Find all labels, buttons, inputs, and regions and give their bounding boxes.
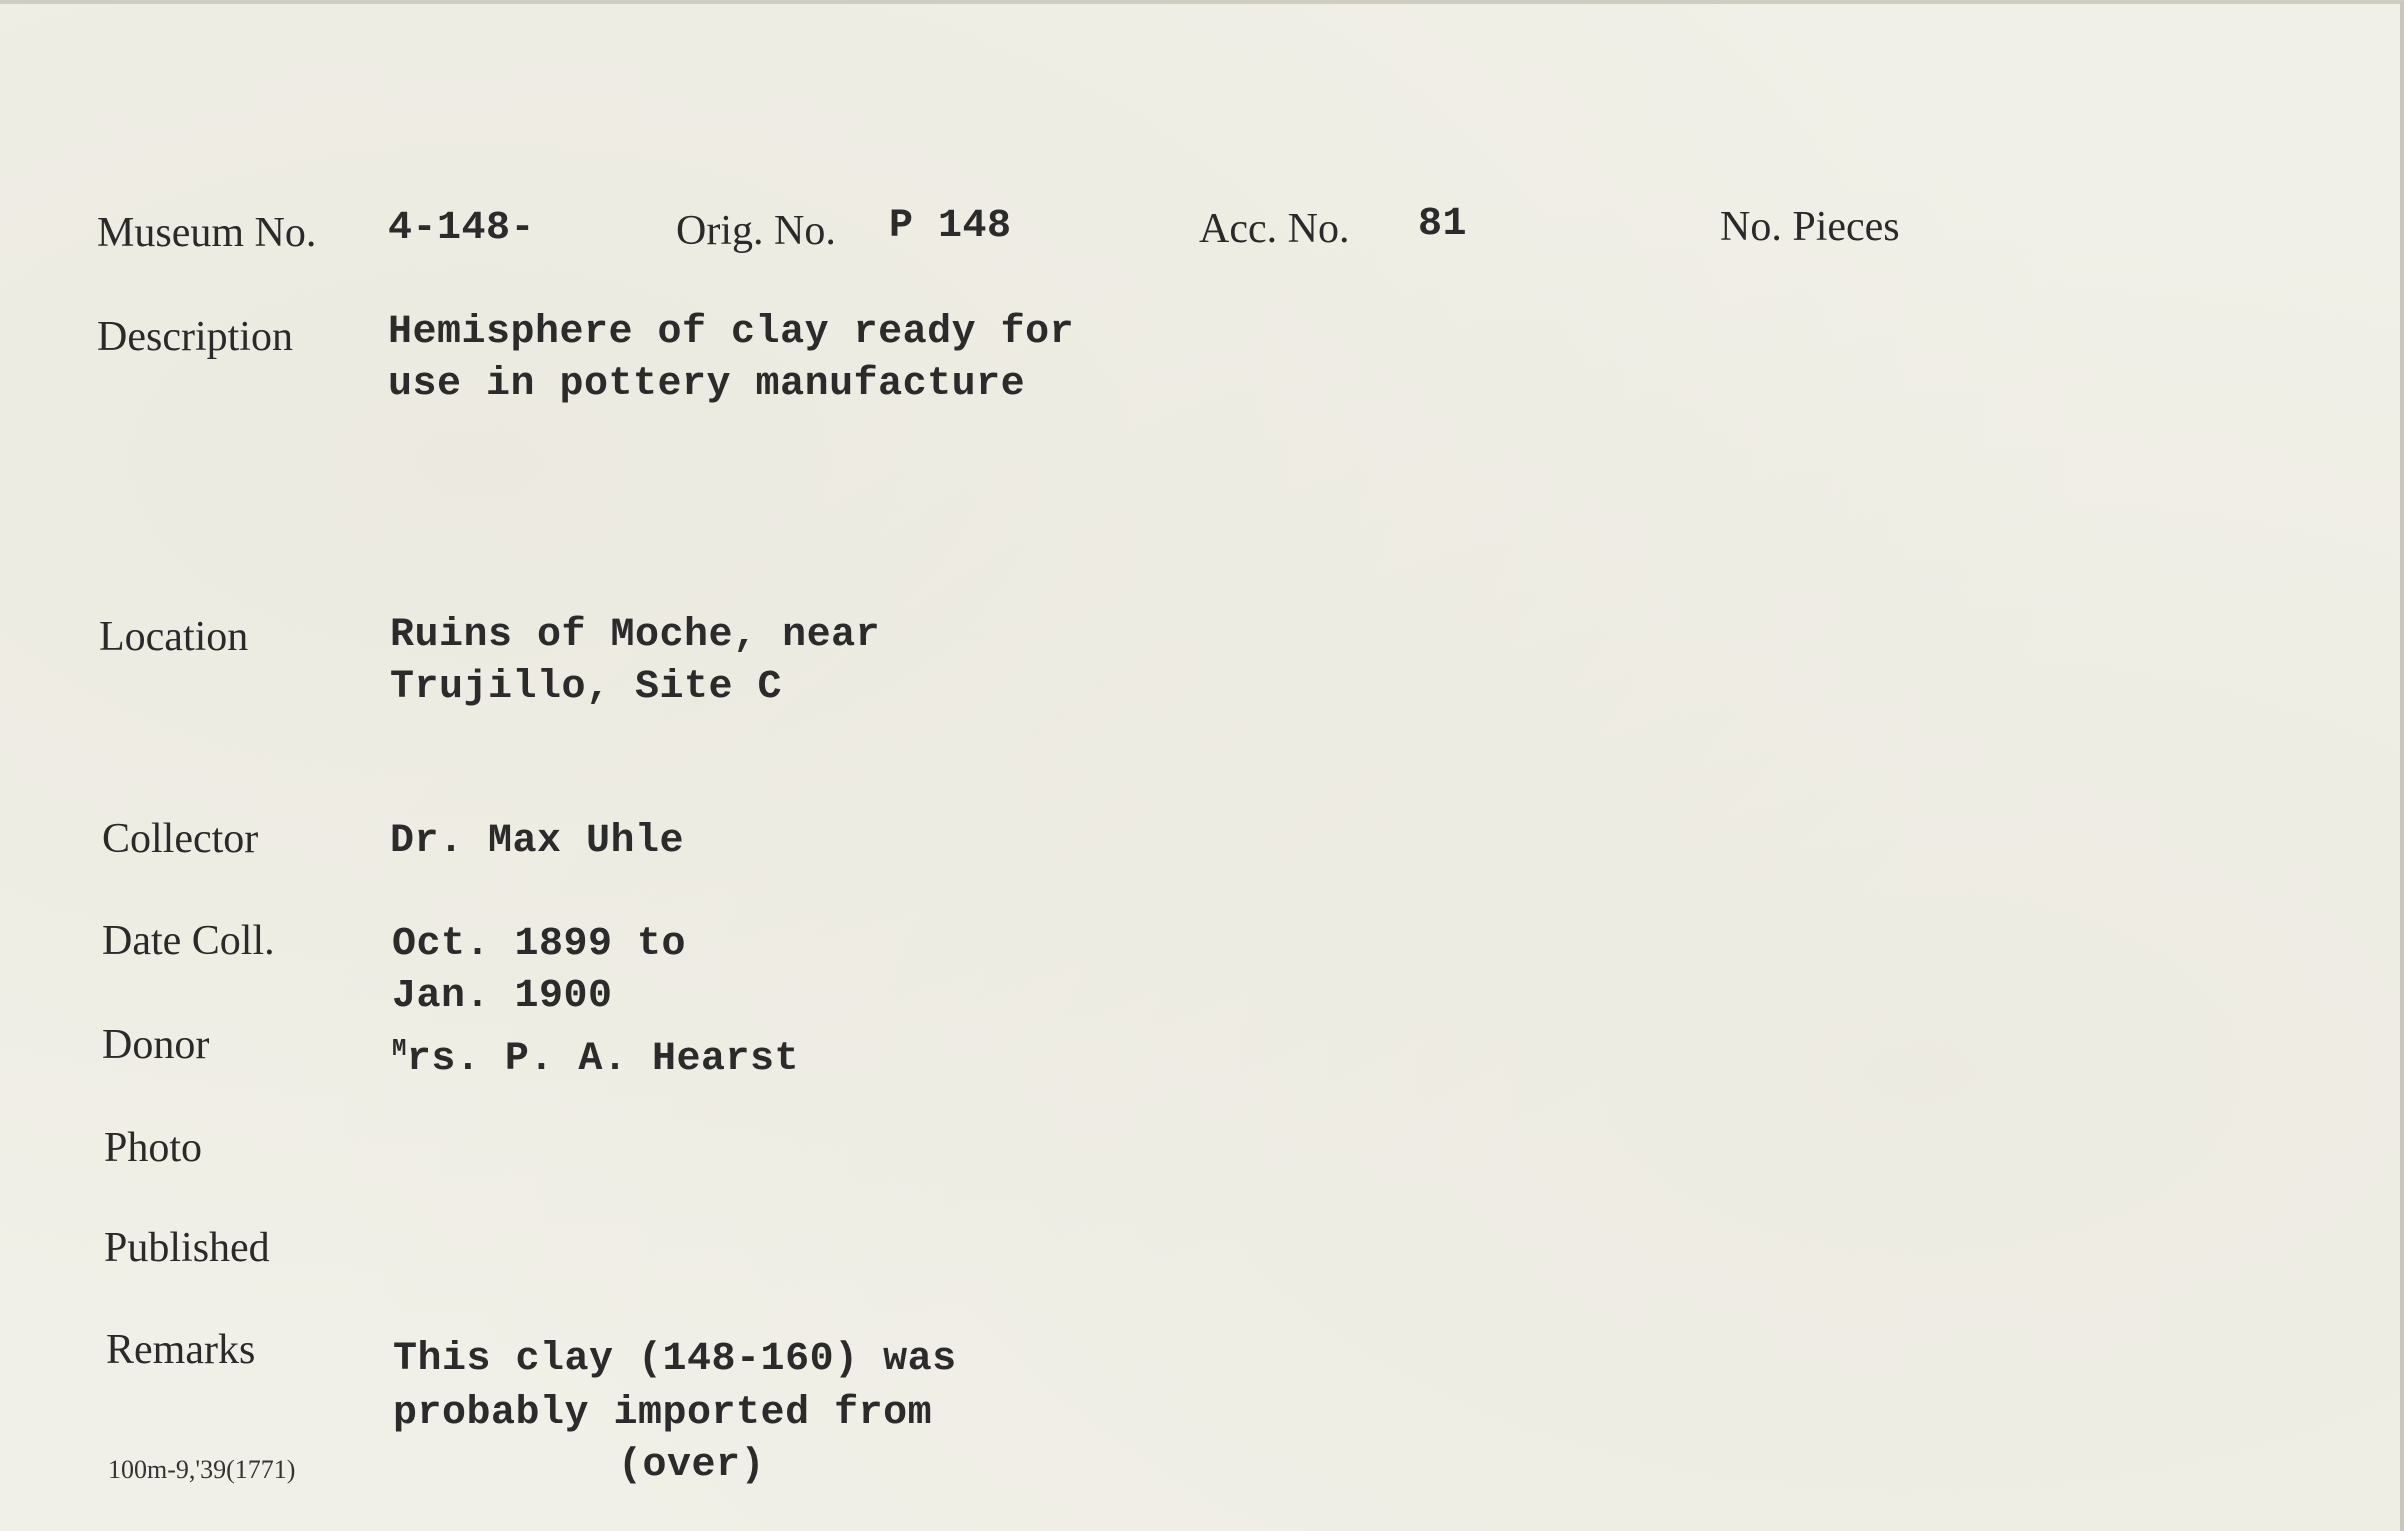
date-coll-line-2: Jan. 1900	[392, 974, 613, 1019]
museum-no-value: 4-148-	[388, 206, 536, 251]
orig-no-label: Orig. No.	[676, 208, 836, 254]
remarks-line-3: (over)	[618, 1443, 766, 1488]
location-line-1: Ruins of Moche, near	[390, 613, 881, 658]
museum-no-label: Museum No.	[97, 210, 317, 256]
orig-no-value: P 148	[889, 204, 1012, 249]
no-pieces-label: No. Pieces	[1720, 204, 1900, 250]
published-label: Published	[104, 1225, 270, 1271]
photo-label: Photo	[104, 1125, 203, 1171]
date-coll-line-1: Oct. 1899 to	[392, 922, 687, 967]
description-line-1: Hemisphere of clay ready for	[388, 310, 1075, 355]
acc-no-label: Acc. No.	[1199, 206, 1350, 252]
remarks-label: Remarks	[106, 1327, 256, 1373]
remarks-line-2: probably imported from	[393, 1391, 933, 1436]
date-coll-label: Date Coll.	[102, 918, 275, 964]
description-label: Description	[97, 314, 293, 360]
collector-value: Dr. Max Uhle	[390, 819, 685, 864]
donor-value	[392, 1024, 799, 1086]
remarks-line-1: This clay (148-160) was	[393, 1337, 957, 1382]
collector-label: Collector	[102, 816, 259, 862]
location-label: Location	[99, 614, 249, 660]
donor-value-superscript: M	[392, 1036, 407, 1063]
print-code: 100m-9,'39(1771)	[108, 1455, 296, 1484]
location-line-2: Trujillo, Site C	[390, 665, 783, 710]
description-line-2: use in pottery manufacture	[388, 362, 1026, 407]
donor-label: Donor	[102, 1022, 210, 1068]
acc-no-value: 81	[1418, 202, 1468, 247]
donor-value-text: rs. P. A. Hearst	[406, 1037, 799, 1082]
